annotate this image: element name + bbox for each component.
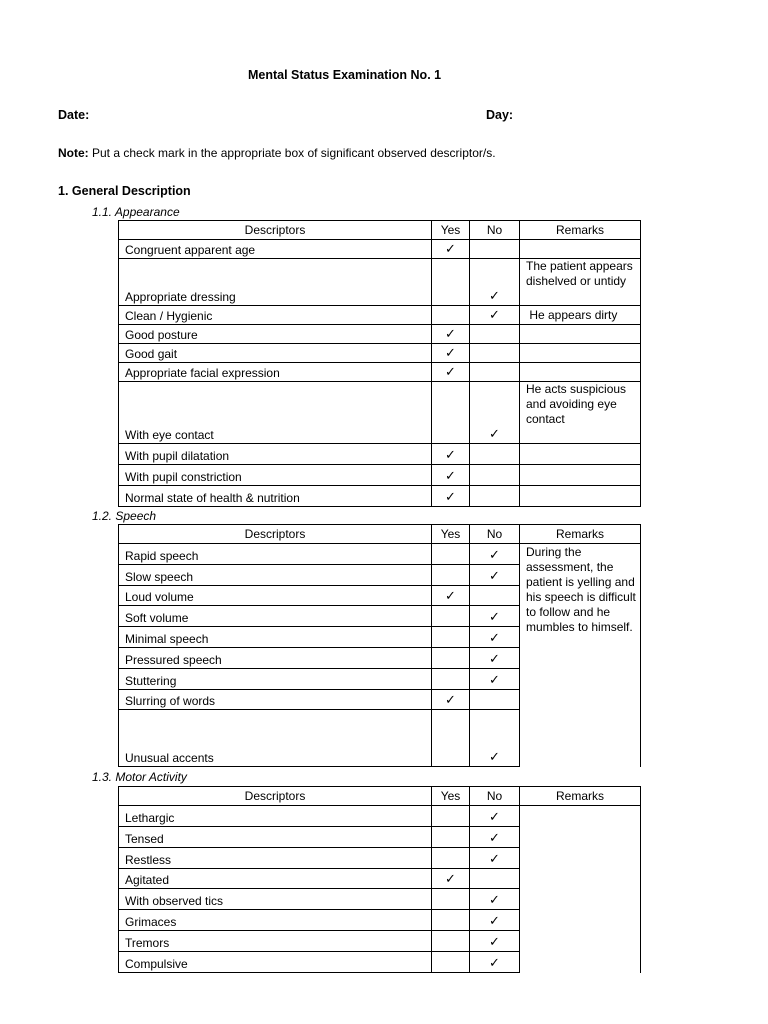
- yes-check-cell[interactable]: [432, 931, 470, 952]
- yes-check-cell[interactable]: ✓: [432, 344, 470, 363]
- no-check-cell[interactable]: [470, 344, 520, 363]
- table-row: [119, 344, 641, 363]
- yes-check-cell[interactable]: [432, 544, 470, 565]
- descriptor-cell: Minimal speech: [119, 627, 432, 648]
- yes-check-cell[interactable]: ✓: [432, 869, 470, 889]
- yes-check-cell[interactable]: ✓: [432, 690, 470, 710]
- yes-check-cell[interactable]: ✓: [432, 486, 470, 507]
- no-check-cell[interactable]: ✓: [470, 306, 520, 325]
- remarks-cell: [520, 240, 641, 259]
- motor-remarks-cell: [520, 806, 641, 973]
- yes-header: Yes: [432, 221, 470, 240]
- descriptor-cell: Normal state of health & nutrition: [119, 486, 432, 507]
- note-label: Note:: [58, 146, 89, 160]
- table-row: [119, 325, 641, 344]
- remarks-cell: [520, 465, 641, 486]
- yes-check-cell[interactable]: [432, 827, 470, 848]
- section-general-description-title: 1. General Description: [58, 184, 191, 198]
- yes-check-cell[interactable]: [432, 910, 470, 931]
- yes-check-cell[interactable]: [432, 889, 470, 910]
- descriptor-cell: Loud volume: [119, 586, 432, 606]
- descriptor-cell: Rapid speech: [119, 544, 432, 565]
- no-check-cell[interactable]: ✓: [470, 806, 520, 827]
- yes-header: Yes: [432, 787, 470, 806]
- table-header-row: [119, 221, 641, 240]
- note-line: [58, 146, 496, 160]
- remarks-cell: [520, 486, 641, 507]
- remarks-header: Remarks: [520, 221, 641, 240]
- table-row: [119, 382, 641, 444]
- no-check-cell[interactable]: ✓: [470, 382, 520, 444]
- speech-subtitle: 1.2. Speech: [92, 509, 157, 523]
- yes-check-cell[interactable]: [432, 952, 470, 973]
- remarks-cell: [520, 444, 641, 465]
- yes-check-cell[interactable]: ✓: [432, 363, 470, 382]
- motor-activity-subtitle: 1.3. Motor Activity: [92, 770, 187, 784]
- speech-table: [118, 524, 641, 767]
- yes-check-cell[interactable]: [432, 627, 470, 648]
- no-header: No: [470, 787, 520, 806]
- yes-check-cell[interactable]: [432, 848, 470, 869]
- no-check-cell[interactable]: ✓: [470, 931, 520, 952]
- descriptor-cell: Good gait: [119, 344, 432, 363]
- table-row: [119, 806, 641, 827]
- table-row: [119, 306, 641, 325]
- no-check-cell[interactable]: [470, 240, 520, 259]
- no-check-cell[interactable]: ✓: [470, 259, 520, 306]
- descriptor-cell: Good posture: [119, 325, 432, 344]
- table-header-row: [119, 525, 641, 544]
- yes-check-cell[interactable]: ✓: [432, 444, 470, 465]
- descriptor-cell: Appropriate dressing: [119, 259, 432, 306]
- no-check-cell[interactable]: ✓: [470, 910, 520, 931]
- no-check-cell[interactable]: ✓: [470, 565, 520, 586]
- no-check-cell[interactable]: ✓: [470, 627, 520, 648]
- yes-check-cell[interactable]: ✓: [432, 240, 470, 259]
- no-check-cell[interactable]: ✓: [470, 669, 520, 690]
- descriptor-cell: Appropriate facial expression: [119, 363, 432, 382]
- note-text: Put a check mark in the appropriate box of significant observed descriptor/s.: [88, 146, 496, 160]
- yes-check-cell[interactable]: [432, 259, 470, 306]
- day-label: Day:: [486, 108, 514, 122]
- remarks-header: Remarks: [520, 525, 641, 544]
- appearance-subtitle: 1.1. Appearance: [92, 205, 180, 219]
- descriptor-cell: Soft volume: [119, 606, 432, 627]
- descriptor-cell: Pressured speech: [119, 648, 432, 669]
- descriptor-cell: With pupil dilatation: [119, 444, 432, 465]
- no-check-cell[interactable]: [470, 465, 520, 486]
- table-row: [119, 240, 641, 259]
- motor-activity-table: [118, 786, 641, 973]
- descriptor-cell: Lethargic: [119, 806, 432, 827]
- descriptor-cell: Grimaces: [119, 910, 432, 931]
- descriptors-header: Descriptors: [119, 221, 432, 240]
- table-row: [119, 259, 641, 306]
- no-check-cell[interactable]: ✓: [470, 952, 520, 973]
- yes-header: Yes: [432, 525, 470, 544]
- descriptor-cell: With observed tics: [119, 889, 432, 910]
- no-header: No: [470, 525, 520, 544]
- remarks-cell: The patient appears dishelved or untidy: [520, 259, 641, 306]
- no-check-cell[interactable]: ✓: [470, 648, 520, 669]
- yes-check-cell[interactable]: [432, 606, 470, 627]
- no-check-cell[interactable]: ✓: [470, 889, 520, 910]
- no-check-cell[interactable]: ✓: [470, 827, 520, 848]
- descriptors-header: Descriptors: [119, 525, 432, 544]
- date-label: Date:: [58, 108, 90, 122]
- yes-check-cell[interactable]: [432, 669, 470, 690]
- yes-check-cell[interactable]: [432, 648, 470, 669]
- descriptor-cell: With pupil constriction: [119, 465, 432, 486]
- remarks-cell: He appears dirty: [520, 306, 641, 325]
- descriptor-cell: Congruent apparent age: [119, 240, 432, 259]
- no-check-cell[interactable]: [470, 325, 520, 344]
- yes-check-cell[interactable]: [432, 382, 470, 444]
- no-header: No: [470, 221, 520, 240]
- descriptor-cell: Tensed: [119, 827, 432, 848]
- descriptor-cell: With eye contact: [119, 382, 432, 444]
- document-title: Mental Status Examination No. 1: [248, 68, 442, 82]
- no-check-cell[interactable]: ✓: [470, 848, 520, 869]
- yes-check-cell[interactable]: [432, 565, 470, 586]
- remarks-cell: [520, 325, 641, 344]
- speech-remarks-cell: During the assessment, the patient is yelling and his speech is difficult to follow and he mumbles to himself.: [520, 544, 641, 767]
- descriptor-cell: Clean / Hygienic: [119, 306, 432, 325]
- no-check-cell[interactable]: [470, 486, 520, 507]
- table-row: [119, 363, 641, 382]
- descriptor-cell: Agitated: [119, 869, 432, 889]
- appearance-table: [118, 220, 641, 507]
- table-row: [119, 465, 641, 486]
- remarks-cell: [520, 363, 641, 382]
- no-check-cell[interactable]: [470, 869, 520, 889]
- table-header-row: [119, 787, 641, 806]
- yes-check-cell[interactable]: ✓: [432, 325, 470, 344]
- no-check-cell[interactable]: ✓: [470, 606, 520, 627]
- no-check-cell[interactable]: [470, 363, 520, 382]
- descriptor-cell: Restless: [119, 848, 432, 869]
- no-check-cell[interactable]: ✓: [470, 710, 520, 767]
- yes-check-cell[interactable]: ✓: [432, 586, 470, 606]
- descriptors-header: Descriptors: [119, 787, 432, 806]
- yes-check-cell[interactable]: ✓: [432, 465, 470, 486]
- yes-check-cell[interactable]: [432, 710, 470, 767]
- descriptor-cell: Unusual accents: [119, 710, 432, 767]
- remarks-cell: He acts suspicious and avoiding eye contact: [520, 382, 641, 444]
- descriptor-cell: Slurring of words: [119, 690, 432, 710]
- table-row: [119, 444, 641, 465]
- no-check-cell[interactable]: [470, 586, 520, 606]
- no-check-cell[interactable]: [470, 444, 520, 465]
- descriptor-cell: Slow speech: [119, 565, 432, 586]
- descriptor-cell: Stuttering: [119, 669, 432, 690]
- descriptor-cell: Tremors: [119, 931, 432, 952]
- no-check-cell[interactable]: [470, 690, 520, 710]
- yes-check-cell[interactable]: [432, 806, 470, 827]
- no-check-cell[interactable]: ✓: [470, 544, 520, 565]
- table-row: [119, 544, 641, 565]
- remarks-header: Remarks: [520, 787, 641, 806]
- yes-check-cell[interactable]: [432, 306, 470, 325]
- remarks-cell: [520, 344, 641, 363]
- table-row: [119, 486, 641, 507]
- descriptor-cell: Compulsive: [119, 952, 432, 973]
